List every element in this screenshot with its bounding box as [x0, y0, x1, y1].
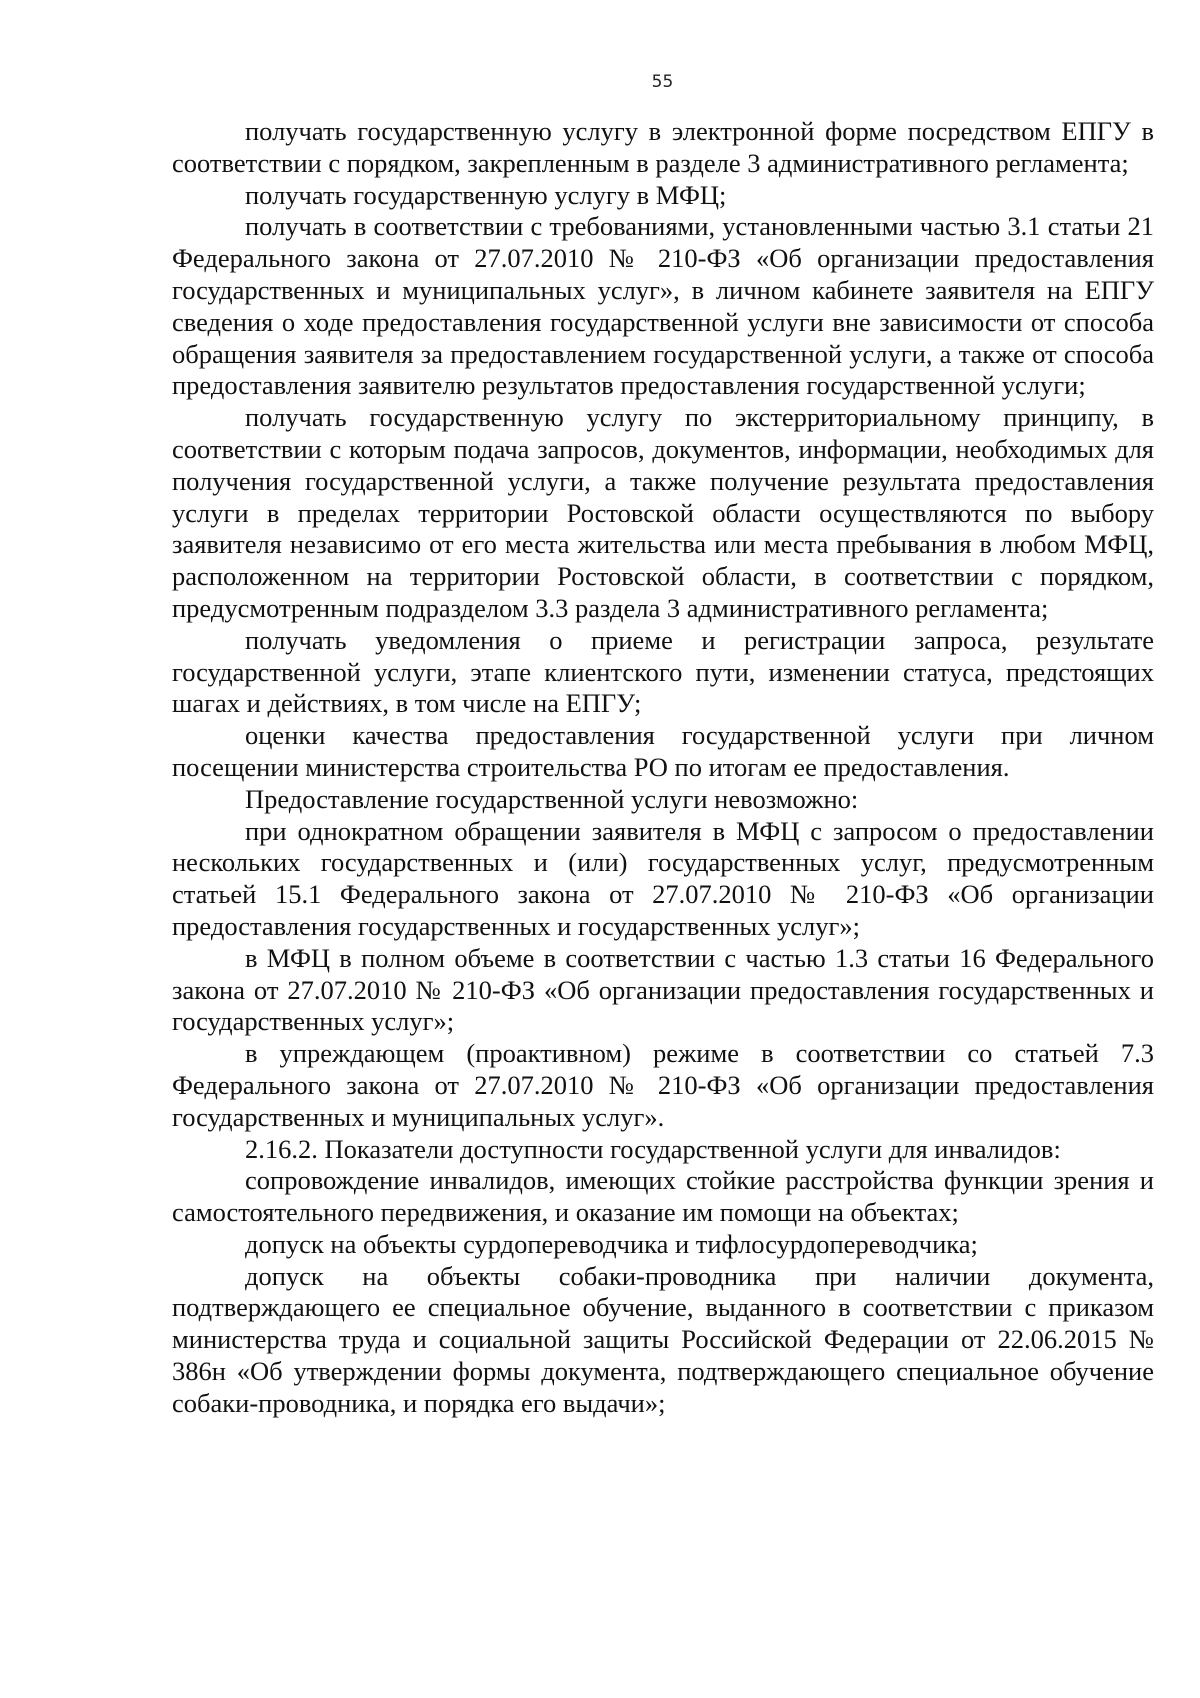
- page-number: 55: [651, 72, 674, 92]
- paragraph: получать уведомления о приеме и регистрации запроса, результате государственной услуги, этапе клиентского пути, изменении статуса, предстоящих шагах и действиях, в том числе на ЕПГУ;: [172, 624, 1154, 719]
- document-body: [172, 116, 1154, 1420]
- paragraph: допуск на объекты собаки-проводника при наличии документа, подтверждающего ее специальное обучение, выданного в соответствии с приказом министерства труда и социальной защиты Российской Федерации от 22.06.2015 № 386н «Об утверждении формы документа, подтверждающего специальное обучение собаки-проводника, и порядка его выдачи»;: [172, 1260, 1154, 1418]
- paragraph: в упреждающем (проактивном) режиме в соответствии со статьей 7.3 Федерального закона от 27.07.2010 № 210-ФЗ «Об организации предоставления государственных и муниципальных услуг».: [172, 1038, 1154, 1132]
- paragraph: при однократном обращении заявителя в МФЦ с запросом о предоставлении нескольких государственных и (или) государственных услуг, предусмотренным статьей 15.1 Федерального закона от 27.07.2010 № 210-ФЗ «Об организации предоставления государственных и государственных услуг»;: [172, 815, 1154, 941]
- paragraph: в МФЦ в полном объеме в соответствии с частью 1.3 статьи 16 Федерального закона от 27.07.2010 № 210-ФЗ «Об организации предоставления государственных и государственных услуг»;: [172, 942, 1154, 1037]
- paragraph: Предоставление государственной услуги невозможно:: [245, 783, 859, 814]
- paragraph: получать государственную услугу в МФЦ;: [245, 179, 727, 210]
- paragraph: допуск на объекты сурдопереводчика и тифлосурдопереводчика;: [245, 1228, 978, 1259]
- paragraph: оценки качества предоставления государственной услуги при личном посещении министерства строительства РО по итогам ее предоставления.: [172, 720, 1154, 782]
- paragraph: получать государственную услугу в электронной форме посредством ЕПГУ в соответствии с порядком, закрепленным в разделе 3 административного регламента;: [172, 116, 1154, 178]
- paragraph: сопровождение инвалидов, имеющих стойкие расстройства функции зрения и самостоятельного передвижения, и оказание им помощи на объектах;: [172, 1165, 1154, 1228]
- paragraph: получать государственную услугу по экстерриториальному принципу, в соответствии с которым подача запросов, документов, информации, необходимых для получения государственной услуги, а также получение результата предоставления услуги в пределах территории Ростовской области осуществляются по выбору заявителя независимо от его места жительства или места пребывания в любом МФЦ, расположенном на территории Ростовской области, в соответствии с порядком, предусмотренным подразделом 3.3 раздела 3 административного регламента;: [172, 402, 1154, 623]
- paragraph: 2.16.2. Показатели доступности государственной услуги для инвалидов:: [245, 1133, 1061, 1164]
- paragraph: получать в соответствии с требованиями, установленными частью 3.1 статьи 21 Федерального закона от 27.07.2010 № 210-ФЗ «Об организации предоставления государственных и муниципальных услуг», в личном кабинете заявителя на ЕПГУ сведения о ходе предоставления государственной услуги вне зависимости от способа обращения заявителя за предоставлением государственной услуги, а также от способа предоставления заявителю результатов предоставления государственной услуги;: [172, 211, 1154, 401]
